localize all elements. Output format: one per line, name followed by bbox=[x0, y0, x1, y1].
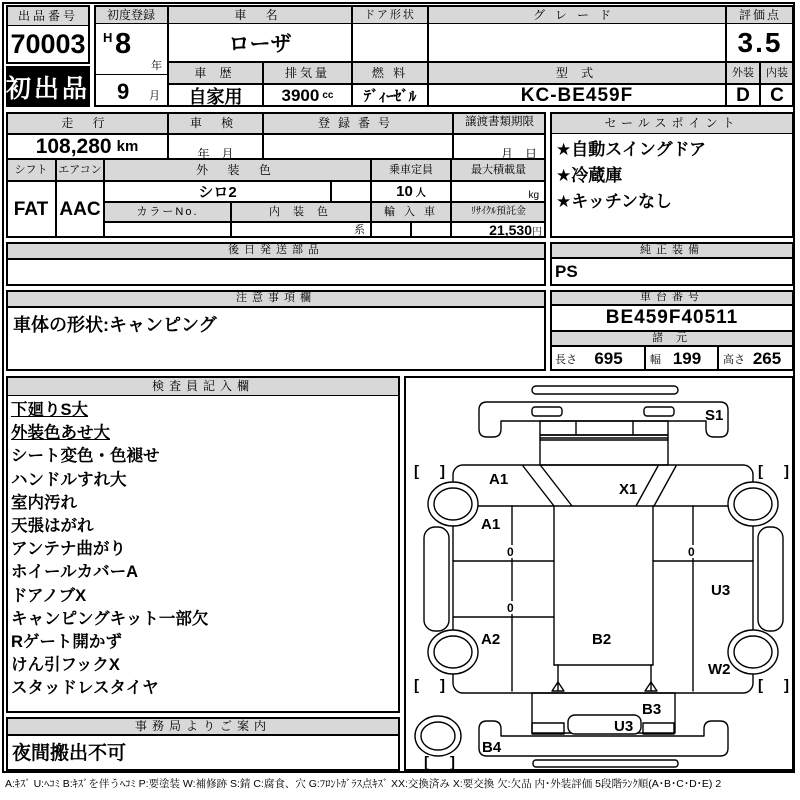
right-side-strip bbox=[758, 527, 783, 631]
oem-equipment-header: 純正装備 bbox=[550, 242, 794, 258]
exterior-color-header: 外 装 色 bbox=[104, 159, 371, 181]
inspector-note-item: ハンドルすれ大 bbox=[11, 470, 127, 489]
registration-number-header: 登録番号 bbox=[263, 112, 453, 134]
history-header: 車 歴 bbox=[168, 62, 263, 84]
score-value: 3.5 bbox=[726, 23, 794, 62]
grade-value bbox=[428, 23, 726, 62]
history-value: 自家用 bbox=[168, 84, 263, 107]
diagram-label-b4: B4 bbox=[482, 739, 502, 756]
width-cell bbox=[645, 346, 718, 371]
front-lamp-right bbox=[644, 407, 674, 416]
diagram-label-b2: B2 bbox=[592, 631, 612, 648]
capacity-number: 10 bbox=[396, 183, 413, 200]
bracket-icon: ] bbox=[440, 463, 445, 480]
front-lamp-left bbox=[532, 407, 562, 416]
inspector-note-item: ホイールカバーA bbox=[11, 563, 139, 582]
registration-number-value bbox=[263, 134, 453, 159]
displacement-header: 排気量 bbox=[263, 62, 352, 84]
oem-equipment-value: PS bbox=[550, 258, 794, 286]
recycle-amount: 21,530 bbox=[489, 222, 532, 238]
displacement-unit: cc bbox=[322, 90, 334, 101]
interior-grade-value: C bbox=[760, 84, 794, 107]
inspector-note-item: 外装色あせ大 bbox=[11, 424, 110, 443]
import-cell-2 bbox=[411, 222, 451, 238]
first-registration-month bbox=[94, 74, 168, 107]
inspector-note-item: ドアノブX bbox=[11, 586, 87, 605]
transfer-deadline-header: 譲渡書類期限 bbox=[453, 112, 546, 134]
chassis-number-header: 車台番号 bbox=[550, 290, 794, 305]
lot-number: 70003 bbox=[6, 25, 90, 64]
diagram-label-x1: X1 bbox=[619, 481, 638, 498]
inspector-note-item: けん引フックX bbox=[11, 656, 120, 675]
width-label: 幅 bbox=[650, 353, 661, 366]
lot-number-header: 出品番号 bbox=[6, 5, 90, 27]
import-cell-1 bbox=[371, 222, 411, 238]
fuel-value: ﾃﾞｨｰｾﾞﾙ bbox=[352, 84, 428, 107]
aircon-value: AAC bbox=[56, 181, 104, 238]
inspector-note-item: 室内汚れ bbox=[11, 493, 77, 512]
month-suffix: 月 bbox=[149, 90, 160, 102]
door-shape-header: ドア形状 bbox=[352, 5, 428, 25]
color-no-value bbox=[104, 222, 231, 238]
model-code-header: 型 式 bbox=[428, 62, 726, 84]
capacity-header: 乗車定員 bbox=[371, 159, 451, 181]
legend-text: A:ｷｽﾞ U:ﾍｺﾐ B:ｷｽﾞを伴うﾍｺﾐ P:要塗装 W:補修跡 S:錆 C:腐食、穴 G:ﾌﾛﾝﾄｶﾞﾗｽ点ｷｽﾞ XX:交換済み X:要交換 欠:欠品 内･外装評価 5段階ﾗﾝｸ順(A･B･C･D･E) 2 bbox=[5, 778, 722, 790]
damage-diagram-box bbox=[404, 376, 794, 771]
inspection-value: 年 月 bbox=[168, 134, 263, 159]
length-label: 長さ bbox=[555, 353, 577, 366]
shift-value: FAT bbox=[6, 181, 56, 238]
vehicle-diagram bbox=[406, 378, 792, 769]
later-parts-header: 後日発送部品 bbox=[6, 242, 546, 259]
mileage-header: 走 行 bbox=[6, 112, 168, 134]
caution-header: 注意事項欄 bbox=[6, 290, 546, 307]
dimensions-header: 諸 元 bbox=[550, 331, 794, 346]
bracket-icon: ] bbox=[440, 677, 445, 694]
interior-grade-header: 内装 bbox=[760, 62, 794, 84]
height-label: 高さ bbox=[723, 353, 745, 366]
car-name: ローザ bbox=[168, 23, 352, 62]
exterior-grade-value: D bbox=[726, 84, 760, 107]
first-registration-year bbox=[94, 23, 168, 76]
roof-strip bbox=[532, 386, 678, 394]
bracket-icon: [ bbox=[758, 463, 763, 480]
interior-color-value: 系 bbox=[231, 222, 371, 238]
diagram-label-u3-rear: U3 bbox=[614, 718, 634, 735]
chassis-number-value: BE459F40511 bbox=[550, 305, 794, 331]
left-side-strip bbox=[424, 527, 449, 631]
front-panel bbox=[479, 402, 728, 437]
reg-year: 8 bbox=[115, 28, 132, 60]
mileage-unit: km bbox=[116, 138, 139, 155]
mileage-value bbox=[6, 134, 168, 159]
inspector-note-item: 天張はがれ bbox=[11, 517, 94, 536]
capacity-value bbox=[371, 181, 451, 202]
exterior-color-sub-cell bbox=[331, 181, 371, 202]
office-notice-header: 事務局よりご案内 bbox=[6, 717, 400, 735]
recycle-unit: 円 bbox=[532, 227, 542, 238]
bracket-icon: [ bbox=[758, 677, 763, 694]
color-no-header: カラーNo. bbox=[104, 202, 231, 222]
length-cell bbox=[550, 346, 645, 371]
inspector-note-item: シート変色・色褪せ bbox=[11, 447, 160, 466]
caution-value: 車体の形状:キャンピング bbox=[6, 307, 546, 371]
bracket-icon: [ bbox=[414, 463, 419, 480]
inspector-notes-header: 検査員記入欄 bbox=[6, 376, 400, 396]
first-listing-badge: 初出品 bbox=[6, 66, 90, 107]
vehicle-body bbox=[453, 465, 753, 693]
front-grille bbox=[540, 421, 668, 435]
door-shape-value bbox=[352, 23, 428, 62]
reg-month: 9 bbox=[117, 79, 130, 104]
inspector-note-item: アンテナ曲がり bbox=[11, 540, 126, 559]
mileage-number: 108,280 bbox=[35, 134, 112, 158]
diagram-label-s1: S1 bbox=[705, 407, 724, 424]
exterior-color-value: シロ2 bbox=[104, 181, 331, 202]
transfer-deadline-value: 月 日 bbox=[453, 134, 546, 159]
bracket-icon: ] bbox=[784, 677, 789, 694]
diagram-mark-zero-1: 0 bbox=[507, 545, 514, 559]
inspector-note-item: 下廻りS大 bbox=[11, 401, 89, 419]
diagram-label-w2: W2 bbox=[708, 661, 731, 678]
bracket-icon: ] bbox=[450, 754, 455, 769]
inspector-note-item: スタッドレスタイヤ bbox=[11, 679, 159, 698]
score-header: 評価点 bbox=[726, 5, 794, 25]
later-parts-value bbox=[6, 259, 546, 286]
sales-points-header: セールスポイント bbox=[550, 112, 794, 134]
era-letter: H bbox=[103, 30, 113, 45]
inspector-note-item: Rゲート開かず bbox=[11, 633, 122, 652]
year-suffix: 年 bbox=[151, 60, 162, 72]
diagram-mark-zero-3: 0 bbox=[688, 545, 695, 559]
displacement-value bbox=[263, 84, 352, 107]
rear-strip bbox=[533, 760, 678, 767]
fuel-header: 燃 料 bbox=[352, 62, 428, 84]
recycle-deposit-header: ﾘｻｲｸﾙ預託金 bbox=[451, 202, 546, 222]
inspector-note-item: キャンピングキット一部欠 bbox=[11, 609, 209, 628]
model-code-value: KC-BE459F bbox=[428, 84, 726, 107]
diagram-mark-zero-2: 0 bbox=[507, 601, 514, 615]
car-name-header: 車 名 bbox=[168, 5, 352, 25]
recycle-deposit-value bbox=[451, 222, 546, 238]
diagram-label-u3-right: U3 bbox=[711, 582, 731, 599]
height-value: 265 bbox=[752, 348, 782, 368]
sales-point-item: ★自動スイングドア bbox=[556, 140, 707, 159]
office-notice-value: 夜間搬出不可 bbox=[6, 735, 400, 771]
length-value: 695 bbox=[594, 348, 623, 368]
interior-color-header: 内 装 色 bbox=[231, 202, 371, 222]
capacity-unit: 人 bbox=[415, 188, 426, 199]
shift-header: シフト bbox=[6, 159, 56, 181]
inspector-notes-list bbox=[11, 399, 395, 709]
diagram-label-a1-side: A1 bbox=[481, 516, 501, 533]
diagram-label-b3: B3 bbox=[642, 701, 662, 718]
exterior-grade-header: 外装 bbox=[726, 62, 760, 84]
max-payload-value: kg bbox=[451, 181, 546, 202]
diagram-label-a2: A2 bbox=[481, 631, 501, 648]
bracket-icon: [ bbox=[424, 754, 429, 769]
inspection-header: 車 検 bbox=[168, 112, 263, 134]
sales-points-list bbox=[552, 137, 792, 235]
bracket-icon: ] bbox=[784, 463, 789, 480]
max-payload-header: 最大積載量 bbox=[451, 159, 546, 181]
width-value: 199 bbox=[672, 348, 702, 368]
height-cell bbox=[718, 346, 794, 371]
sales-point-item: ★キッチンなし bbox=[556, 192, 673, 211]
diagram-label-a1-top: A1 bbox=[489, 471, 509, 488]
grade-header: グレード bbox=[428, 5, 726, 25]
sales-point-item: ★冷蔵庫 bbox=[556, 166, 623, 185]
bracket-icon: [ bbox=[414, 677, 419, 694]
first-registration-header: 初度登録 bbox=[94, 5, 168, 25]
aircon-header: エアコン bbox=[56, 159, 104, 181]
displacement-number: 3900 bbox=[281, 85, 320, 105]
import-header: 輸 入 車 bbox=[371, 202, 451, 222]
